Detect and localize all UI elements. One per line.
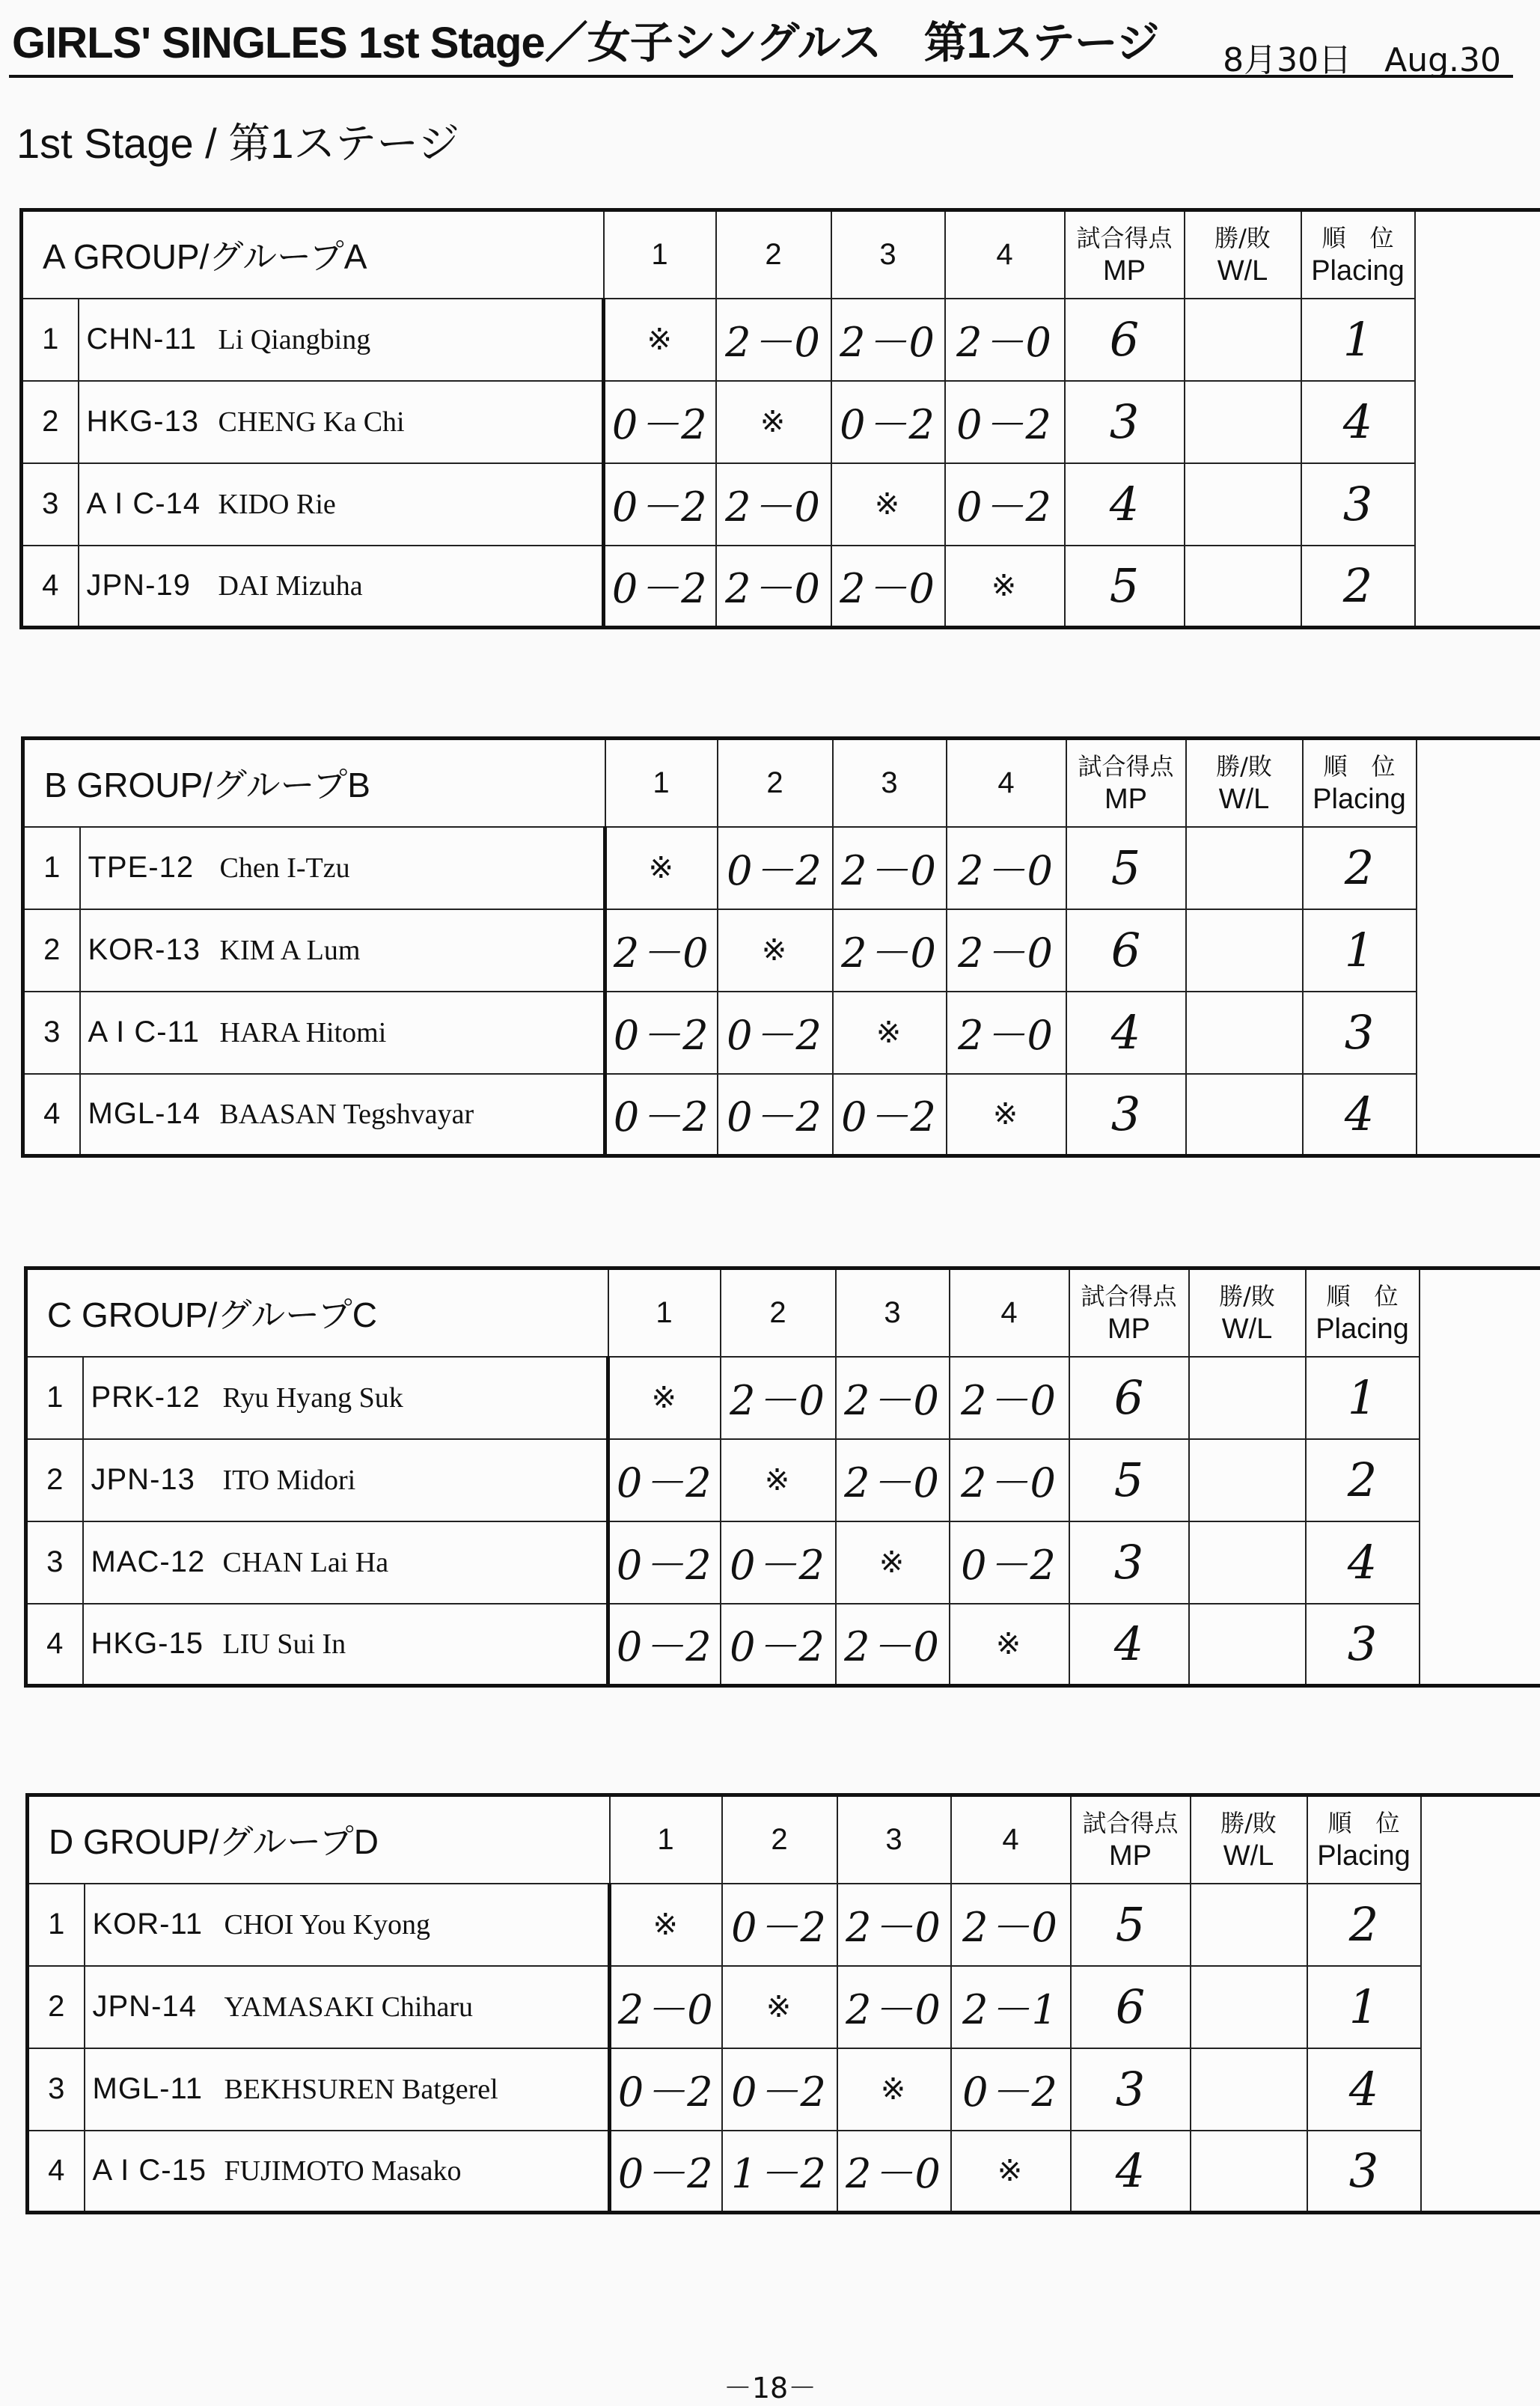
row-number: 2 <box>22 381 79 463</box>
player-row <box>22 463 1540 546</box>
player-row <box>28 1966 1540 2048</box>
player-cell <box>85 2048 610 2131</box>
self-match-mark: ※ <box>837 2048 951 2131</box>
win-loss <box>1191 2048 1307 2131</box>
match-col-header: 4 <box>945 210 1065 299</box>
match-col-header: 1 <box>605 739 718 827</box>
self-match-mark: ※ <box>947 1074 1066 1156</box>
match-result: 2－0 <box>833 909 947 992</box>
wl-header-en: W/L <box>1187 783 1302 816</box>
self-match-mark: ※ <box>951 2131 1071 2213</box>
win-loss <box>1191 1884 1307 1966</box>
player-name: Li Qiangbing <box>219 324 371 355</box>
win-loss <box>1185 299 1301 381</box>
stage-title: 1st Stage / 第1ステージ <box>16 111 459 171</box>
self-match-mark: ※ <box>833 992 947 1074</box>
win-loss <box>1189 1357 1306 1439</box>
group-name: D GROUP/グループD <box>28 1795 610 1884</box>
match-result: 0－2 <box>604 463 716 546</box>
self-match-mark: ※ <box>608 1357 721 1439</box>
match-col-header: 3 <box>837 1795 951 1884</box>
match-result: 0－2 <box>721 1521 836 1604</box>
match-col-header: 4 <box>951 1795 1071 1884</box>
player-cell <box>80 827 605 909</box>
match-result: 2－0 <box>947 992 1066 1074</box>
wl-header-jp: 勝/敗 <box>1190 1280 1305 1313</box>
wl-header-en: W/L <box>1185 254 1301 287</box>
player-name: KIM A Lum <box>220 935 361 966</box>
player-cell <box>80 909 605 992</box>
win-loss <box>1189 1521 1306 1604</box>
placing: 4 <box>1301 381 1415 463</box>
mp-header-en: MP <box>1067 783 1185 816</box>
match-col-header: 1 <box>610 1795 722 1884</box>
placing: 1 <box>1307 1966 1421 2048</box>
placing-header-en: Placing <box>1304 783 1416 816</box>
player-row <box>28 1884 1540 1966</box>
row-number: 1 <box>23 827 80 909</box>
row-number: 4 <box>23 1074 80 1156</box>
match-result: 0－2 <box>722 1884 837 1966</box>
self-match-mark: ※ <box>716 381 831 463</box>
row-number: 2 <box>26 1439 83 1521</box>
player-row <box>28 2048 1540 2131</box>
match-points: 4 <box>1071 2131 1191 2213</box>
match-result: 2－0 <box>831 299 945 381</box>
placing: 2 <box>1303 827 1417 909</box>
win-loss <box>1191 1966 1307 2048</box>
player-name: CHENG Ka Chi <box>219 406 405 438</box>
match-result: 2－0 <box>945 299 1065 381</box>
row-number: 3 <box>22 463 79 546</box>
player-cell <box>83 1439 608 1521</box>
wl-header-en: W/L <box>1191 1839 1307 1872</box>
mp-header-jp: 試合得点 <box>1066 222 1184 254</box>
mp-header <box>1065 210 1185 299</box>
match-result: 2－0 <box>833 827 947 909</box>
placing: 4 <box>1307 2048 1421 2131</box>
match-points: 6 <box>1071 1966 1191 2048</box>
match-result: 2－0 <box>836 1604 950 1686</box>
win-loss <box>1189 1604 1306 1686</box>
player-name: KIDO Rie <box>219 489 336 520</box>
self-match-mark: ※ <box>722 1966 837 2048</box>
placing-header-en: Placing <box>1302 254 1414 287</box>
self-match-mark: ※ <box>604 299 716 381</box>
wl-header-jp: 勝/敗 <box>1191 1807 1307 1839</box>
match-points: 6 <box>1066 909 1186 992</box>
match-result: 1－2 <box>722 2131 837 2213</box>
self-match-mark: ※ <box>950 1604 1069 1686</box>
match-col-header: 2 <box>716 210 831 299</box>
player-code: A I C-15 <box>93 2154 224 2187</box>
match-points: 3 <box>1066 1074 1186 1156</box>
group-name: B GROUP/グループB <box>23 739 605 827</box>
match-result: 2－0 <box>716 463 831 546</box>
player-name: FUJIMOTO Masako <box>224 2155 462 2187</box>
player-name: HARA Hitomi <box>220 1017 387 1048</box>
player-row <box>23 1074 1540 1156</box>
match-result: 0－2 <box>610 2131 722 2213</box>
player-name: Ryu Hyang Suk <box>223 1382 403 1414</box>
placing-header-en: Placing <box>1308 1839 1420 1872</box>
player-row <box>26 1521 1540 1604</box>
wl-header <box>1191 1795 1307 1884</box>
match-result: 0－2 <box>833 1074 947 1156</box>
match-result: 2－0 <box>947 827 1066 909</box>
player-code: TPE-12 <box>88 851 220 885</box>
placing: 3 <box>1301 463 1415 546</box>
win-loss <box>1185 463 1301 546</box>
mp-header <box>1071 1795 1191 1884</box>
mp-header-jp: 試合得点 <box>1067 750 1185 783</box>
row-number: 4 <box>28 2131 85 2213</box>
player-row <box>26 1439 1540 1521</box>
match-result: 2－0 <box>837 1884 951 1966</box>
player-code: HKG-15 <box>91 1627 223 1661</box>
row-number: 2 <box>23 909 80 992</box>
player-row <box>22 381 1540 463</box>
placing-header-jp: 順 位 <box>1302 222 1414 254</box>
self-match-mark: ※ <box>610 1884 722 1966</box>
match-result: 0－2 <box>605 1074 718 1156</box>
page-date: 8月30日 Aug.30 <box>1223 33 1501 81</box>
row-number: 1 <box>22 299 79 381</box>
page-title: GIRLS' SINGLES 1st Stage／女子シングルス 第1ステージ <box>12 7 1159 70</box>
group-table <box>25 1793 1540 2214</box>
player-code: MGL-11 <box>93 2072 224 2106</box>
match-result: 2－0 <box>947 909 1066 992</box>
mp-header-en: MP <box>1066 254 1184 287</box>
placing-header-jp: 順 位 <box>1304 750 1416 783</box>
player-name: CHOI You Kyong <box>224 1909 431 1941</box>
row-number: 3 <box>26 1521 83 1604</box>
row-number: 3 <box>28 2048 85 2131</box>
player-row <box>22 546 1540 628</box>
match-result: 0－2 <box>945 463 1065 546</box>
mp-header-jp: 試合得点 <box>1072 1807 1190 1839</box>
win-loss <box>1191 2131 1307 2213</box>
self-match-mark: ※ <box>836 1521 950 1604</box>
placing-header-jp: 順 位 <box>1308 1807 1420 1839</box>
player-name: YAMASAKI Chiharu <box>224 1991 474 2023</box>
player-code: KOR-13 <box>88 933 220 967</box>
match-col-header: 3 <box>833 739 947 827</box>
player-name: LIU Sui In <box>223 1628 346 1660</box>
match-points: 3 <box>1071 2048 1191 2131</box>
placing: 2 <box>1306 1439 1420 1521</box>
placing-header <box>1301 210 1415 299</box>
match-result: 2－0 <box>716 299 831 381</box>
player-cell <box>85 1884 610 1966</box>
wl-header <box>1185 210 1301 299</box>
player-code: A I C-14 <box>87 487 219 521</box>
player-name: BEKHSUREN Batgerel <box>224 2074 498 2105</box>
match-result: 2－0 <box>950 1357 1069 1439</box>
win-loss <box>1186 909 1303 992</box>
player-code: KOR-11 <box>93 1908 224 1941</box>
header-row <box>22 210 1540 299</box>
placing-header <box>1307 1795 1421 1884</box>
match-col-header: 1 <box>608 1268 721 1357</box>
player-name: CHAN Lai Ha <box>223 1547 389 1578</box>
self-match-mark: ※ <box>721 1439 836 1521</box>
player-name: DAI Mizuha <box>219 570 363 602</box>
placing: 2 <box>1301 546 1415 628</box>
match-points: 6 <box>1069 1357 1189 1439</box>
player-row <box>26 1357 1540 1439</box>
wl-header-jp: 勝/敗 <box>1187 750 1302 783</box>
placing: 3 <box>1307 2131 1421 2213</box>
win-loss <box>1186 1074 1303 1156</box>
match-result: 0－2 <box>604 381 716 463</box>
match-result: 2－0 <box>831 546 945 628</box>
match-result: 2－0 <box>721 1357 836 1439</box>
match-result: 0－2 <box>722 2048 837 2131</box>
player-name: BAASAN Tegshvayar <box>220 1099 474 1130</box>
placing-header-en: Placing <box>1307 1313 1419 1346</box>
placing: 1 <box>1303 909 1417 992</box>
player-cell <box>79 381 604 463</box>
self-match-mark: ※ <box>718 909 833 992</box>
match-result: 2－0 <box>610 1966 722 2048</box>
match-points: 4 <box>1066 992 1186 1074</box>
placing: 2 <box>1307 1884 1421 1966</box>
match-points: 5 <box>1065 546 1185 628</box>
match-points: 6 <box>1065 299 1185 381</box>
win-loss <box>1186 992 1303 1074</box>
placing-header <box>1306 1268 1420 1357</box>
group-table <box>21 736 1540 1158</box>
player-code: MGL-14 <box>88 1097 220 1131</box>
match-result: 0－2 <box>721 1604 836 1686</box>
match-points: 3 <box>1069 1521 1189 1604</box>
player-cell <box>79 463 604 546</box>
match-result: 0－2 <box>951 2048 1071 2131</box>
placing-header <box>1303 739 1417 827</box>
player-code: MAC-12 <box>91 1545 223 1579</box>
placing: 1 <box>1306 1357 1420 1439</box>
header-row <box>28 1795 1540 1884</box>
win-loss <box>1189 1439 1306 1521</box>
match-points: 3 <box>1065 381 1185 463</box>
match-result: 0－2 <box>610 2048 722 2131</box>
match-result: 2－0 <box>837 2131 951 2213</box>
match-result: 0－2 <box>718 1074 833 1156</box>
group-table <box>24 1266 1540 1688</box>
match-result: 0－2 <box>718 827 833 909</box>
row-number: 4 <box>26 1604 83 1686</box>
match-result: 2－0 <box>716 546 831 628</box>
match-result: 0－2 <box>608 1439 721 1521</box>
self-match-mark: ※ <box>605 827 718 909</box>
player-code: A I C-11 <box>88 1016 220 1049</box>
player-cell <box>79 546 604 628</box>
group-name: A GROUP/グループA <box>22 210 604 299</box>
player-code: PRK-12 <box>91 1381 223 1414</box>
player-cell <box>83 1521 608 1604</box>
player-cell <box>83 1357 608 1439</box>
placing: 4 <box>1306 1521 1420 1604</box>
player-code: CHN-11 <box>87 323 219 356</box>
self-match-mark: ※ <box>831 463 945 546</box>
match-result: 0－2 <box>608 1604 721 1686</box>
mp-header-en: MP <box>1072 1839 1190 1872</box>
player-cell <box>85 1966 610 2048</box>
match-points: 5 <box>1069 1439 1189 1521</box>
header-row <box>23 739 1540 827</box>
match-col-header: 2 <box>722 1795 837 1884</box>
match-result: 2－0 <box>836 1357 950 1439</box>
player-code: JPN-13 <box>91 1463 223 1497</box>
row-number: 1 <box>26 1357 83 1439</box>
match-result: 0－2 <box>608 1521 721 1604</box>
win-loss <box>1186 827 1303 909</box>
match-result: 2－0 <box>837 1966 951 2048</box>
player-row <box>23 827 1540 909</box>
match-col-header: 1 <box>604 210 716 299</box>
wl-header-en: W/L <box>1190 1313 1305 1346</box>
win-loss <box>1185 546 1301 628</box>
placing: 3 <box>1303 992 1417 1074</box>
match-col-header: 4 <box>950 1268 1069 1357</box>
win-loss <box>1185 381 1301 463</box>
player-code: HKG-13 <box>87 405 219 439</box>
player-name: ITO Midori <box>223 1465 356 1496</box>
placing-header-jp: 順 位 <box>1307 1280 1419 1313</box>
match-result: 0－2 <box>831 381 945 463</box>
mp-header-en: MP <box>1070 1313 1188 1346</box>
page-number: －18－ <box>0 2365 1540 2406</box>
player-cell <box>79 299 604 381</box>
row-number: 3 <box>23 992 80 1074</box>
header-row <box>26 1268 1540 1357</box>
row-number: 4 <box>22 546 79 628</box>
match-result: 0－2 <box>605 992 718 1074</box>
player-name: Chen I-Tzu <box>220 852 350 884</box>
player-cell <box>80 992 605 1074</box>
player-row <box>28 2131 1540 2213</box>
match-points: 5 <box>1071 1884 1191 1966</box>
row-number: 1 <box>28 1884 85 1966</box>
wl-header <box>1189 1268 1306 1357</box>
match-result: 2－0 <box>951 1884 1071 1966</box>
group-name: C GROUP/グループC <box>26 1268 608 1357</box>
match-points: 5 <box>1066 827 1186 909</box>
match-points: 4 <box>1065 463 1185 546</box>
mp-header <box>1066 739 1186 827</box>
player-cell <box>80 1074 605 1156</box>
player-cell <box>85 2131 610 2213</box>
page-header <box>9 4 1513 78</box>
match-result: 2－0 <box>836 1439 950 1521</box>
match-result: 2－0 <box>605 909 718 992</box>
match-result: 2－0 <box>950 1439 1069 1521</box>
wl-header <box>1186 739 1303 827</box>
placing: 4 <box>1303 1074 1417 1156</box>
mp-header <box>1069 1268 1189 1357</box>
match-col-header: 4 <box>947 739 1066 827</box>
player-row <box>26 1604 1540 1686</box>
placing: 1 <box>1301 299 1415 381</box>
match-result: 0－2 <box>945 381 1065 463</box>
wl-header-jp: 勝/敗 <box>1185 222 1301 254</box>
mp-header-jp: 試合得点 <box>1070 1280 1188 1313</box>
match-col-header: 3 <box>836 1268 950 1357</box>
player-row <box>23 992 1540 1074</box>
match-col-header: 2 <box>721 1268 836 1357</box>
group-table <box>19 208 1540 629</box>
row-number: 2 <box>28 1966 85 2048</box>
match-result: 0－2 <box>604 546 716 628</box>
match-result: 2－1 <box>951 1966 1071 2048</box>
match-result: 0－2 <box>718 992 833 1074</box>
placing: 3 <box>1306 1604 1420 1686</box>
match-result: 0－2 <box>950 1521 1069 1604</box>
player-row <box>23 909 1540 992</box>
player-cell <box>83 1604 608 1686</box>
match-col-header: 3 <box>831 210 945 299</box>
player-row <box>22 299 1540 381</box>
player-code: JPN-19 <box>87 569 219 602</box>
match-col-header: 2 <box>718 739 833 827</box>
self-match-mark: ※ <box>945 546 1065 628</box>
player-code: JPN-14 <box>93 1990 224 2024</box>
match-points: 4 <box>1069 1604 1189 1686</box>
